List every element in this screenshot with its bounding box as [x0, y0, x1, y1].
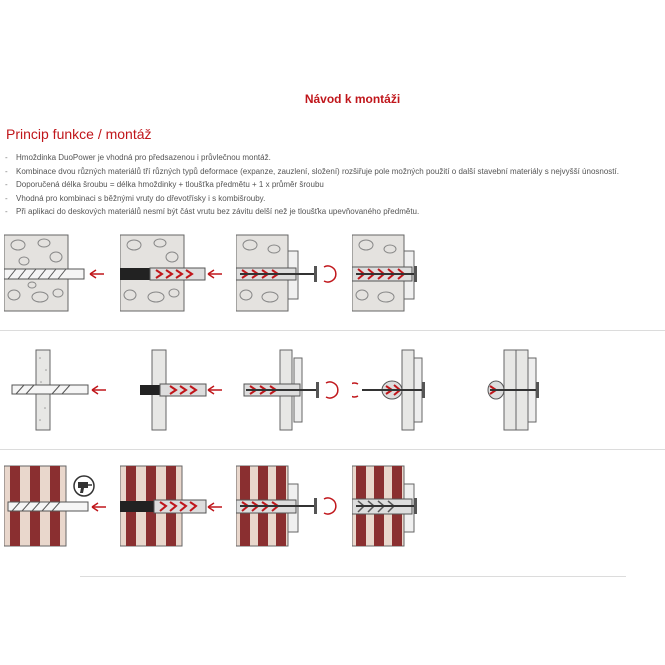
- list-item: - Hmoždinka DuoPower je vhodná pro předsazenou i průvlečnou montáž.: [5, 151, 665, 165]
- list-item: - Doporučená délka šroubu = délka hmoždinky + tloušťka předmětu + 1 x průměr šroubu: [5, 178, 665, 192]
- divider: [0, 330, 665, 331]
- step-screw-concrete: [236, 233, 341, 313]
- rotate-arrow-icon: [324, 498, 336, 514]
- step-screw-panel: [236, 348, 341, 432]
- step-insert-plug-concrete: [120, 233, 225, 313]
- drill-icon: [74, 476, 94, 496]
- step-screw-brick: [236, 464, 341, 548]
- step-fixed-panel: [468, 348, 573, 432]
- section-title: Princip funkce / montáž: [6, 126, 152, 142]
- divider: [0, 449, 665, 450]
- step-drill-concrete: [4, 233, 109, 313]
- list-item: - Při aplikaci do deskových materiálů nesmí být část vrutu bez závitu delší než je tloušťka upevňovaného předmětu.: [5, 205, 665, 219]
- list-item: - Kombinace dvou různých materiálů tří různých typů deformace (expanze, zauzlení, složení) rozšiřuje pole možných použití o další stavební materiály s nejvyšší únosností.: [5, 165, 665, 179]
- arrow-left-icon: [208, 386, 222, 394]
- step-drill-panel: [4, 348, 109, 432]
- step-fixed-brick: [352, 464, 457, 548]
- step-insert-plug-panel: [120, 348, 225, 432]
- step-drill-brick: [4, 464, 109, 548]
- step-knot-panel: [352, 348, 457, 432]
- instruction-list: [5, 151, 665, 219]
- rotate-arrow-icon: [324, 266, 336, 282]
- list-item: - Vhodná pro kombinaci s běžnými vruty do dřevotřísky i s kombišrouby.: [5, 192, 665, 206]
- step-fixed-concrete: [352, 233, 457, 313]
- step-insert-plug-brick: [120, 464, 225, 548]
- arrow-left-icon: [90, 270, 104, 278]
- arrow-left-icon: [208, 503, 222, 511]
- rotate-arrow-icon: [352, 383, 358, 397]
- arrow-left-icon: [92, 503, 106, 511]
- arrow-left-icon: [208, 270, 222, 278]
- arrow-left-icon: [92, 386, 106, 394]
- page-title: Návod k montáži: [304, 92, 401, 106]
- rotate-arrow-icon: [326, 382, 338, 398]
- divider: [80, 576, 626, 577]
